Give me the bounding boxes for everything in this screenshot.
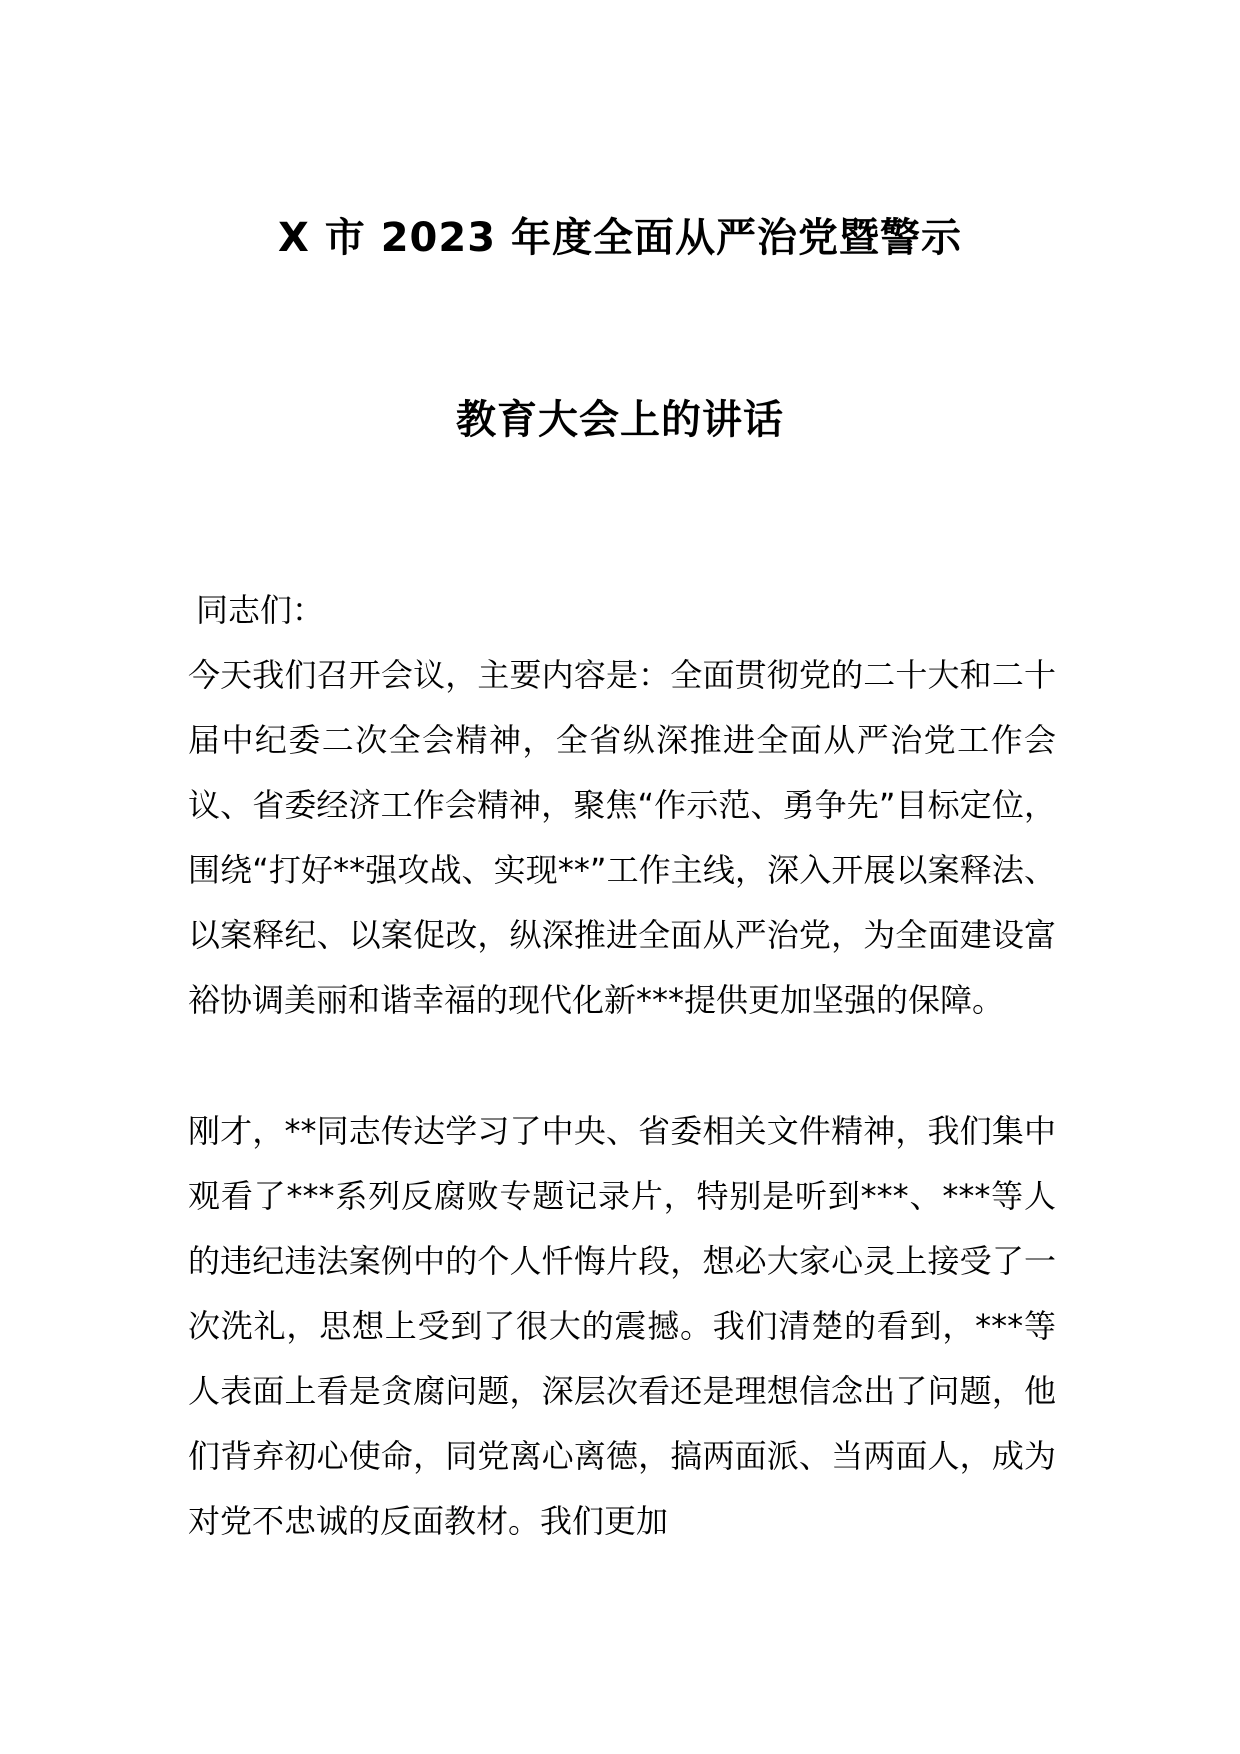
- document-title-line-2: 教育大会上的讲话: [456, 397, 784, 443]
- paragraph-2: 刚才，**同志传达学习了中央、省委相关文件精神，我们集中观看了***系列反腐败专题记录片，特别是听到***、***等人的违纪违法案例中的个人忏悔片段，想必大家心灵上接受了一次洗礼，思想上受到了很大的震撼。我们清楚的看到，***等人表面上看是贪腐问题，深层次看还是理想信念出了问题，他们背弃初心使命，同党离心离德，搞两面派、当两面人，成为对党不忠诚的反面教材。我们更加: [188, 1112, 1056, 1540]
- document-title-line-1: X 市 2023 年度全面从严治党暨警示: [278, 215, 962, 261]
- paragraph-1: 今天我们召开会议，主要内容是：全面贯彻党的二十大和二十届中纪委二次全会精神，全省纵深推进全面从严治党工作会议、省委经济工作会精神，聚焦“作示范、勇争先”目标定位，围绕“打好**强攻战、实现**”工作主线，深入开展以案释法、以案释纪、以案促改，纵深推进全面从严治党，为全面建设富裕协调美丽和谐幸福的现代化新***提供更加坚强的保障。: [188, 656, 1056, 1019]
- salutation: 同志们：: [196, 591, 325, 629]
